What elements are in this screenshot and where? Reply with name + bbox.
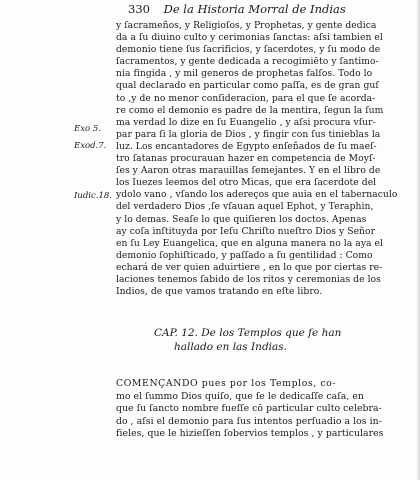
text-line: da a ſu diuino culto y cerimonias ſanctas: aſsi tambien el xyxy=(116,32,383,44)
chapter-title-line: hallado en las Indias. xyxy=(174,341,288,353)
text-line: fieles, que le hizieſſen ſobervios templos , y particulares xyxy=(116,428,384,440)
text-line: ſes y Aaron otras marauillas ſemejantes. Y en el libro de xyxy=(116,165,381,177)
page-number: 330 xyxy=(128,2,150,16)
text-line: ma verdad lo dize en ſu Euangelio , y aſsi procura vſur- xyxy=(116,116,376,128)
text-line: do , aſsi el demonio para ſus intentos perſuadio a los in- xyxy=(116,415,382,427)
text-line: Indios, de que vamos tratando en eſte libro. xyxy=(116,286,323,298)
running-title: De la Historia Morral de Indias xyxy=(163,2,346,16)
text-line: luz. Los encantadores de Egypto enſeñados de ſu maeſ- xyxy=(116,140,377,152)
text-line: ydolo vano , vſando los adereços que auia en el tabernaculo xyxy=(116,189,398,201)
margin-note: Iudic.18. xyxy=(74,191,112,201)
text-line: mo el ſummo Dios quiſo, que ſe le dedicaſſe caſa, en xyxy=(116,390,364,402)
text-line: re como el demonio es padre de la mentira, ſegun la ſum xyxy=(116,104,384,116)
text-line: que ſu ſancto nombre fueſſe cō particular culto celebra- xyxy=(116,403,382,415)
page-header xyxy=(128,2,346,16)
text-line: ſacramentos, y gente dedicada a recogimiēto y ſantimo- xyxy=(116,56,379,68)
text-line: demonio ſophiſticado, y paſſado a ſu gentilidad : Como xyxy=(116,249,373,261)
text-line: nia fingida , y mil generos de prophetas falſos. Todo lo xyxy=(116,68,373,80)
margin-note: Exod.7. xyxy=(74,141,107,151)
body-text xyxy=(116,20,416,298)
text-line: qual declarado en particular como paſſa, es de gran guſ xyxy=(116,80,379,92)
text-line: ay coſa inſtituyda por Ieſu Chriſto nueſtro Dios y Señor xyxy=(116,225,376,237)
text-line-opening: COMENÇANDO pues por los Templos, co- xyxy=(116,378,337,389)
text-line: tro ſatanas procurauan hazer en competencia de Moyſ- xyxy=(116,153,376,165)
chapter-body-text xyxy=(116,378,416,441)
margin-note: Exo 5. xyxy=(74,124,101,134)
text-line: y ſacrameños, y Religioſos, y Prophetas, y gente dedica xyxy=(116,20,377,31)
text-line: echará de ver quien aduirtiere , en lo que por ciertas re- xyxy=(116,261,383,273)
text-line: y lo demas. Seaſe lo que quiſieren los doctos. Apenas xyxy=(116,213,367,225)
text-line: par para ſi la gloria de Dios , y fingir con ſus tinieblas la xyxy=(116,128,381,140)
text-line: laciones tenemos ſabido de los ritos y ceremonias de los xyxy=(116,273,381,285)
text-line: to ,y de no menor conſideracion, para el que ſe acorda- xyxy=(116,92,376,104)
chapter-title-line: CAP. 12. De los Templos que ſe han xyxy=(154,327,342,339)
chapter-heading xyxy=(154,326,374,354)
text-line: en ſu Ley Euangelica, que en alguna manera no la aya el xyxy=(116,237,384,249)
text-line: los Iuezes leemos del otro Micas, que era ſacerdote del xyxy=(116,177,377,189)
text-line: del verdadero Dios ,ſe vſauan aquel Ephot, y Teraphin, xyxy=(116,201,374,213)
text-line: demonio tiene ſus ſacrificios, y ſacerdotes, y ſu modo de xyxy=(116,44,381,56)
page-edge-shadow xyxy=(416,0,420,480)
